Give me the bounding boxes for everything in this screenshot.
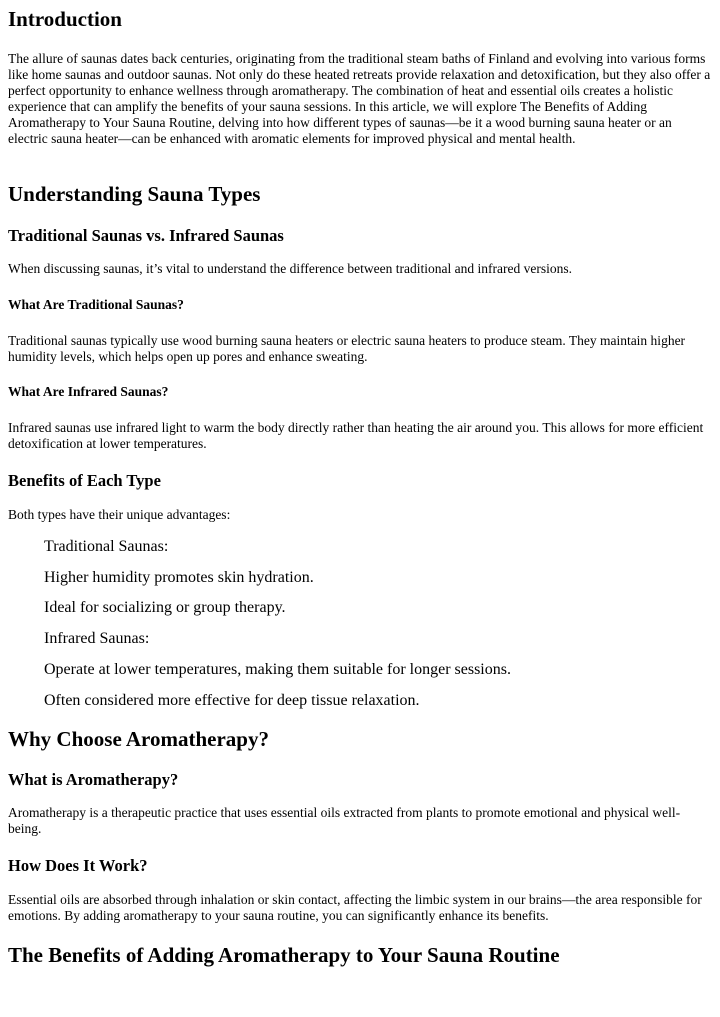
- heading-what-is-aromatherapy: What is Aromatherapy?: [8, 770, 179, 789]
- heading-introduction: Introduction: [8, 7, 122, 31]
- list-item: Traditional Saunas:: [44, 538, 169, 555]
- paragraph-traditional-vs-infrared: When discussing saunas, it’s vital to understand the difference between traditional and infrared versions.: [8, 261, 572, 276]
- paragraph-what-is-aromatherapy: Aromatherapy is a therapeutic practice that uses essential oils extracted from plants to promote emotional and physical well-being.: [8, 805, 681, 836]
- list-item: Infrared Saunas:: [44, 630, 150, 647]
- paragraph-benefits-intro: Both types have their unique advantages:: [8, 507, 231, 522]
- heading-traditional-vs-infrared: Traditional Saunas vs. Infrared Saunas: [8, 226, 284, 245]
- heading-what-are-infrared-saunas: What Are Infrared Saunas?: [8, 384, 169, 399]
- heading-benefits-of-each-type: Benefits of Each Type: [8, 471, 161, 490]
- heading-why-choose-aromatherapy: Why Choose Aromatherapy?: [8, 727, 269, 751]
- paragraph-introduction: The allure of saunas dates back centuries, originating from the traditional steam baths of Finland and evolving into various forms like home saunas and outdoor saunas. Not only do these heated retreats provide relaxation and detoxification, but they also offer a perfect opportunity to enhance wellness through aromatherapy. The combination of heat and essential oils creates a holistic experience that can amplify the benefits of your sauna sessions. In this article, we will explore The Benefits of Adding Aromatherapy to Your Sauna Routine, delving into how different types of saunas—be it a wood burning sauna heater or an electric sauna heater—can be enhanced with aromatic elements for improved physical and mental health.: [8, 51, 711, 146]
- list-item: Ideal for socializing or group therapy.: [44, 599, 286, 616]
- paragraph-how-does-it-work: Essential oils are absorbed through inhalation or skin contact, affecting the limbic system in our brains—the area responsible for emotions. By adding aromatherapy to your sauna routine, you can significantly enhance its benefits.: [8, 892, 702, 923]
- heading-understanding-sauna-types: Understanding Sauna Types: [8, 182, 261, 206]
- paragraph-infrared-saunas: Infrared saunas use infrared light to warm the body directly rather than heating the air around you. This allows for more efficient detoxification at lower temperatures.: [8, 420, 704, 451]
- heading-what-are-traditional-saunas: What Are Traditional Saunas?: [8, 297, 184, 312]
- list-item: Often considered more effective for deep tissue relaxation.: [44, 692, 420, 709]
- list-item: Operate at lower temperatures, making them suitable for longer sessions.: [44, 661, 511, 678]
- paragraph-traditional-saunas: Traditional saunas typically use wood burning sauna heaters or electric sauna heaters to produce steam. They maintain higher humidity levels, which helps open up pores and enhance sweating.: [8, 333, 686, 364]
- heading-how-does-it-work: How Does It Work?: [8, 856, 148, 875]
- list-item: Higher humidity promotes skin hydration.: [44, 569, 314, 586]
- heading-benefits-of-aromatherapy: The Benefits of Adding Aromatherapy to Your Sauna Routine: [8, 943, 560, 967]
